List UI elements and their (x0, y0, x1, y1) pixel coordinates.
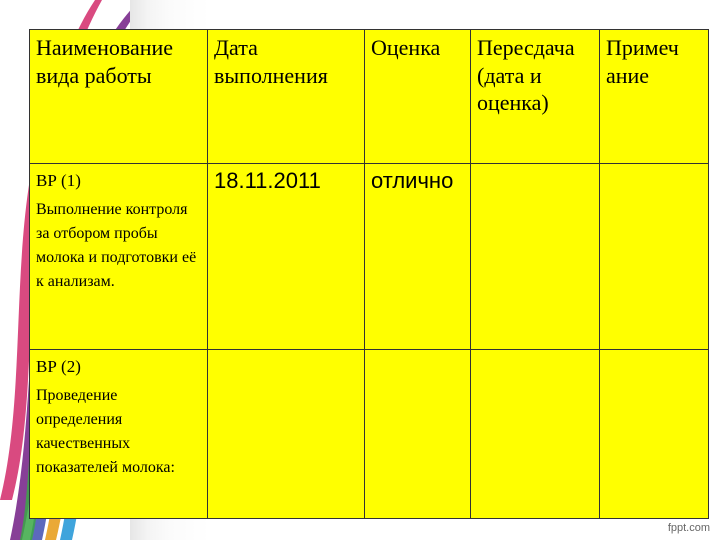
work-description: Выполнение контроля за отбором пробы молока и подготовки её к анализам. (36, 200, 197, 290)
note-cell (600, 350, 709, 519)
header-date: Дата выполнения (208, 30, 365, 164)
retake-cell (471, 164, 600, 350)
work-cell (30, 164, 208, 350)
header-grade: Оценка (365, 30, 471, 164)
table-row (30, 164, 709, 350)
header-retake: Пересдача (дата и оценка) (471, 30, 600, 164)
header-row (30, 30, 709, 164)
retake-cell (471, 350, 600, 519)
date-cell (208, 350, 365, 519)
work-cell (30, 350, 208, 519)
work-description: Проведение определения качественных показателей молока: (36, 386, 175, 476)
note-cell (600, 164, 709, 350)
work-code: ВР (1) (36, 171, 81, 190)
watermark: fppt.com (667, 522, 710, 534)
work-code: ВР (2) (36, 357, 81, 376)
date-cell: 18.11.2011 (208, 164, 365, 350)
header-work-name: Наименование вида работы (30, 30, 208, 164)
grade-table (29, 29, 709, 519)
grade-cell (365, 350, 471, 519)
header-note: Примеч ание (600, 30, 709, 164)
table-row (30, 350, 709, 519)
grade-cell: отлично (365, 164, 471, 350)
